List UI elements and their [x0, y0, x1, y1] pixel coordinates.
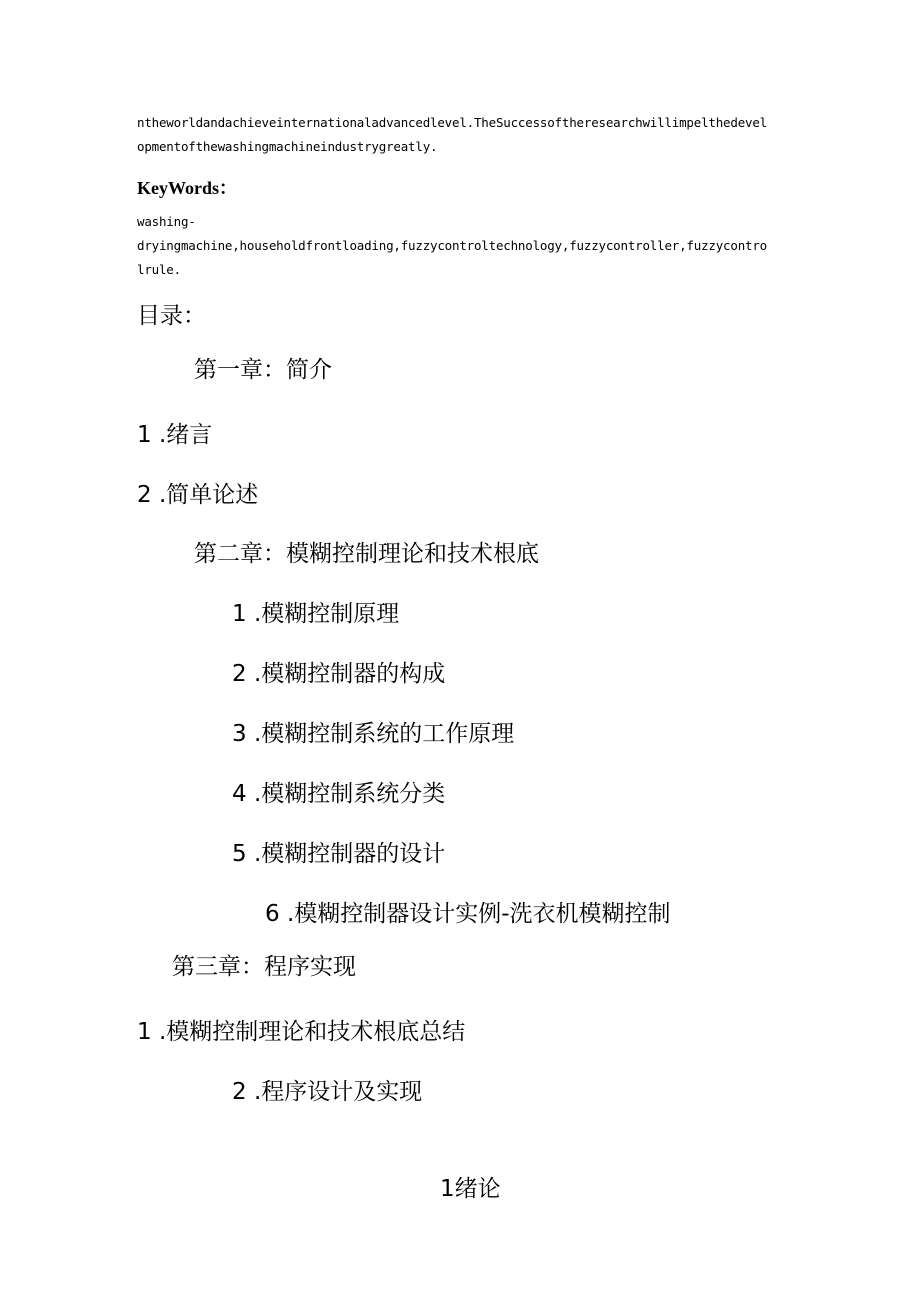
abstract-line: ntheworldandachieveinternationaladvancedlevel.TheSuccessoftheresearchwillimpelthedevel — [137, 115, 768, 130]
toc-chapter-1: 第一章：简介 — [194, 357, 332, 383]
toc-item: 1 .模糊控制原理 — [232, 601, 400, 627]
section-heading: 1绪论 — [440, 1176, 501, 1202]
toc-item: 2 .程序设计及实现 — [232, 1079, 423, 1105]
toc-item: 1 .模糊控制理论和技术根底总结 — [137, 1019, 466, 1045]
toc-item: 2 .模糊控制器的构成 — [232, 661, 446, 687]
toc-chapter-2: 第二章：模糊控制理论和技术根底 — [194, 541, 539, 567]
abstract-line: opmentofthewashingmachineindustrygreatly. — [137, 139, 438, 154]
toc-item: 4 .模糊控制系统分类 — [232, 781, 446, 807]
toc-item: 5 .模糊控制器的设计 — [232, 841, 446, 867]
toc-item: 3 .模糊控制系统的工作原理 — [232, 721, 515, 747]
keywords-line: lrule. — [137, 262, 181, 277]
keywords-heading: KeyWords： — [137, 178, 238, 198]
toc-chapter-3: 第三章：程序实现 — [172, 954, 356, 980]
toc-item: 2 .简单论述 — [137, 482, 259, 508]
toc-heading: 目录： — [137, 303, 206, 329]
keywords-line: washing- — [137, 214, 196, 229]
toc-item: 1 .绪言 — [137, 422, 213, 448]
toc-item: 6 .模糊控制器设计实例-洗衣机模糊控制 — [265, 901, 671, 927]
keywords-line: dryingmachine,householdfrontloading,fuzzycontroltechnology,fuzzycontroller,fuzzycontro — [137, 238, 768, 253]
